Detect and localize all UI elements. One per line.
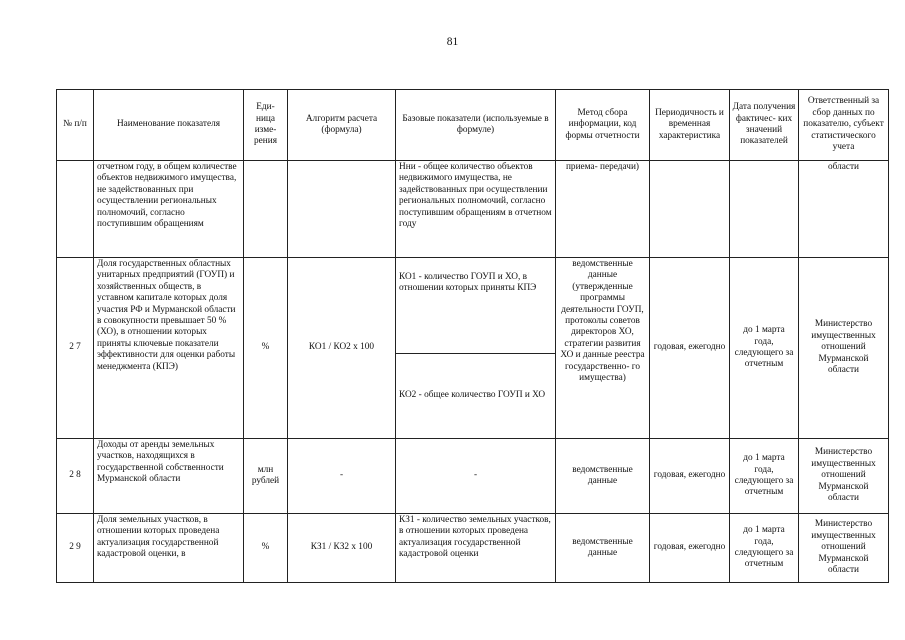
header-unit: Еди- ница изме- рения: [244, 90, 288, 161]
header-date: Дата получения фактичес- ких значений показателей: [730, 90, 799, 161]
row-method: ведомственные данные: [556, 514, 650, 583]
row-num: 2 8: [57, 439, 94, 514]
table-row: [57, 514, 889, 583]
row-base: КО2 - общее количество ГОУП и ХО: [396, 354, 556, 439]
row-method: ведомственные данные: [556, 439, 650, 514]
row-algorithm: КО1 / КО2 х 100: [288, 258, 396, 439]
header-method: Метод сбора информации, код формы отчетности: [556, 90, 650, 161]
row-unit: %: [244, 258, 288, 439]
table-row: [57, 258, 889, 354]
row-algorithm: -: [288, 439, 396, 514]
row-num: 2 9: [57, 514, 94, 583]
row-algorithm: КЗ1 / КЗ2 х 100: [288, 514, 396, 583]
row-num: [57, 161, 94, 258]
row-responsible: Министерство имущественных отношений Мурманской области: [799, 439, 889, 514]
row-unit: %: [244, 514, 288, 583]
row-period: годовая, ежегодно: [650, 439, 730, 514]
row-date: до 1 марта года, следующего за отчетным: [730, 258, 799, 439]
row-date: до 1 марта года, следующего за отчетным: [730, 514, 799, 583]
table-row: [57, 161, 889, 258]
page-number: 81: [446, 36, 459, 48]
row-period: годовая, ежегодно: [650, 514, 730, 583]
header-base: Базовые показатели (используемые в формуле): [396, 90, 556, 161]
header-algorithm: Алгоритм расчета (формула): [288, 90, 396, 161]
row-name: Доля земельных участков, в отношении которых проведена актуализация государственной кадастровой оценки, в: [94, 514, 244, 583]
row-base: -: [396, 439, 556, 514]
row-date: до 1 марта года, следующего за отчетным: [730, 439, 799, 514]
row-unit: млн рублей: [244, 439, 288, 514]
row-unit: [244, 161, 288, 258]
row-method: ведомственные данные (утвержденные программы деятельности ГОУП, протоколы советов директоров ХО, стратегии развития ХО и данные реестра государственно- го имущества): [556, 258, 650, 439]
row-responsible: Министерство имущественных отношений Мурманской области: [799, 514, 889, 583]
row-base: КО1 - количество ГОУП и ХО, в отношении которых приняты КПЭ: [396, 258, 556, 354]
row-method: приема- передачи): [556, 161, 650, 258]
row-date: [730, 161, 799, 258]
header-row: [57, 90, 889, 161]
row-name: Доля государственных областных унитарных предприятий (ГОУП) и хозяйственных обществ, в уставном капитале которых доля участия РФ и Мурманской области в совокупности превышает 50 % (ХО), в отношении которых приняты ключевые показатели эффективности для оценки работы менеджмента (КПЭ): [94, 258, 244, 439]
indicators-table: [56, 89, 889, 583]
header-responsible: Ответственный за сбор данных по показателю, субъект статистического учета: [799, 90, 889, 161]
row-period: [650, 161, 730, 258]
row-num: 2 7: [57, 258, 94, 439]
header-num: № п/п: [57, 90, 94, 161]
row-name: отчетном году, в общем количестве объектов недвижимого имущества, не задействованных при осуществлении региональных полномочий, согласно поступившим обращениям: [94, 161, 244, 258]
row-name: Доходы от аренды земельных участков, находящихся в государственной собственности Мурманской области: [94, 439, 244, 514]
row-base: Нни - общее количество объектов недвижимого имущества, не задействованных при осуществлении региональных полномочий, согласно поступившим обращениям в отчетном году: [396, 161, 556, 258]
row-base: КЗ1 - количество земельных участков, в отношении которых проведена актуализация государственной кадастровой оценки: [396, 514, 556, 583]
header-name: Наименование показателя: [94, 90, 244, 161]
row-period: годовая, ежегодно: [650, 258, 730, 439]
header-period: Периодичность и временная характеристика: [650, 90, 730, 161]
row-responsible: области: [799, 161, 889, 258]
table-row: [57, 439, 889, 514]
row-algorithm: [288, 161, 396, 258]
row-responsible: Министерство имущественных отношений Мурманской области: [799, 258, 889, 439]
